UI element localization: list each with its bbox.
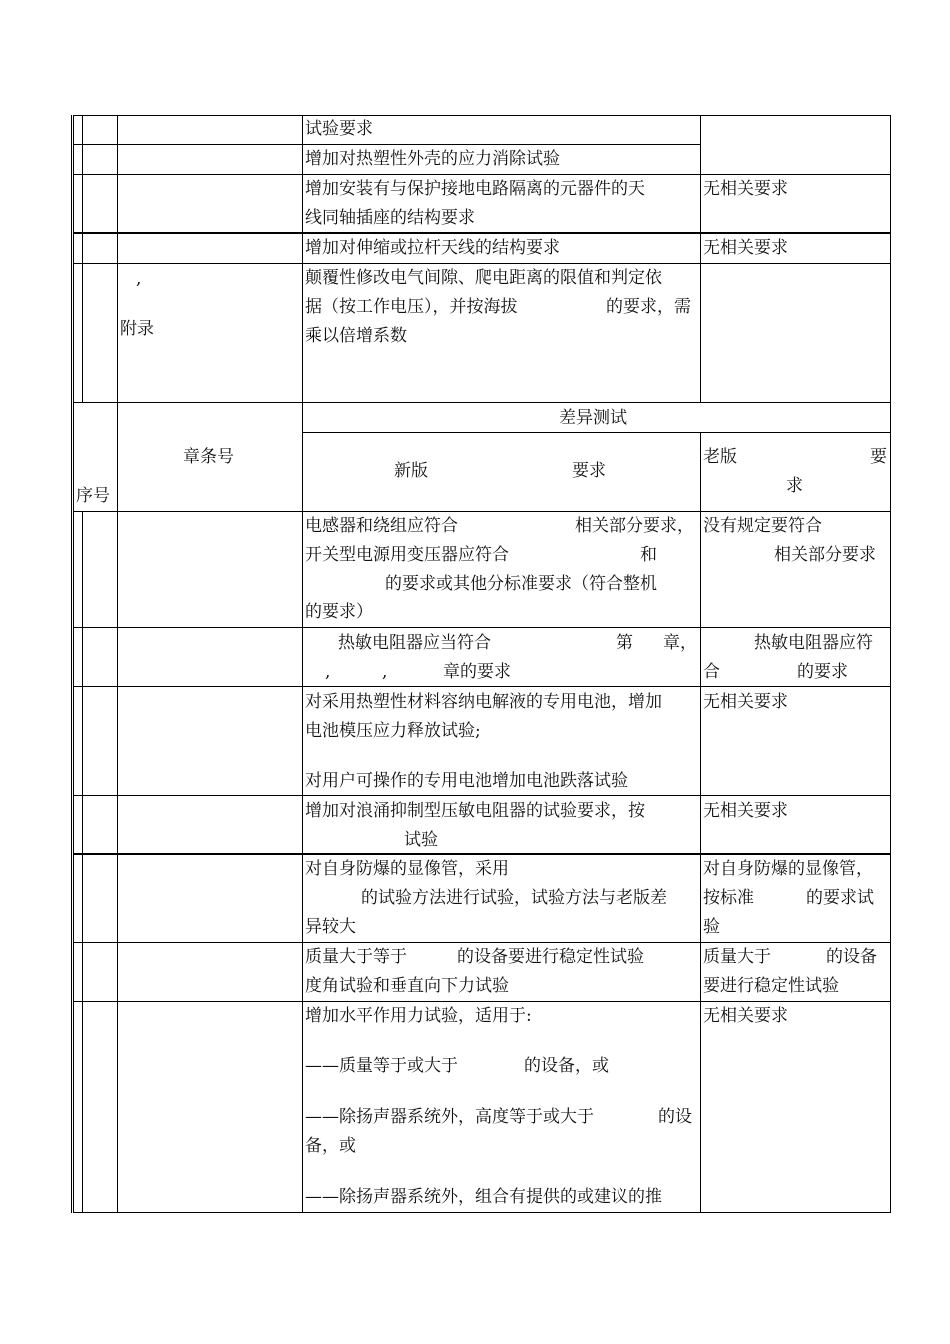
- cell-text: 第: [616, 633, 633, 653]
- cell-text: 没有规定要符合: [703, 516, 822, 536]
- clause-text: 附录: [120, 319, 154, 339]
- cell-text: ——除扬声器系统外，高度等于或大于: [305, 1107, 594, 1127]
- cell-text: 要进行稳定性试验: [703, 976, 839, 996]
- cell-text: ,: [325, 662, 331, 682]
- header-old-req-2: 求: [786, 476, 803, 496]
- table-border-bottom: [73, 1212, 891, 1213]
- cell-text: 乘以倍增系数: [305, 326, 407, 346]
- cell-text: 增加安装有与保护接地电路隔离的元器件的天: [305, 179, 645, 199]
- cell-text: 对采用热塑性材料容纳电解液的专用电池，增加: [305, 692, 662, 712]
- row-divider: [73, 115, 891, 116]
- cell-text: 电池模压应力释放试验;: [305, 721, 481, 741]
- row-divider: [73, 627, 891, 628]
- header-new: 新版: [394, 461, 428, 481]
- header-clause: 章条号: [183, 447, 234, 467]
- table-border-left-inner: [73, 115, 74, 1213]
- column-divider: [117, 115, 118, 1213]
- cell-text: 对用户可操作的专用电池增加电池跌落试验: [305, 771, 628, 791]
- cell-text: 相关部分要求，: [575, 516, 694, 536]
- header-seq: 序号: [76, 486, 110, 506]
- cell-text: 无相关要求: [703, 692, 788, 712]
- cell-text: 增加水平作用力试验，适用于:: [305, 1006, 532, 1026]
- cell-text: 线同轴插座的结构要求: [305, 208, 475, 228]
- cell-text: 电感器和绕组应符合: [305, 516, 458, 536]
- cell-text: 的设备要进行稳定性试验: [457, 947, 644, 967]
- cell-text: 的设备: [826, 947, 877, 967]
- cell-text: 热敏电阻器应当符合: [338, 633, 491, 653]
- cell-text: 质量大于等于: [305, 947, 407, 967]
- cell-text: 度角试验和垂直向下力试验: [305, 976, 509, 996]
- cell-text: 增加对伸缩或拉杆天线的结构要求: [305, 238, 560, 258]
- cell-text: 合: [703, 662, 720, 682]
- cell-text: 对自身防爆的显像管，: [703, 859, 873, 879]
- cell-text: ,: [382, 662, 388, 682]
- cell-text: 的试验方法进行试验，试验方法与老版差: [361, 888, 667, 908]
- cell-text: 异较大: [305, 917, 356, 937]
- cell-text: 无相关要求: [703, 801, 788, 821]
- cell-text: 的要求试: [806, 888, 874, 908]
- cell-text: 开关型电源用变压器应符合: [305, 545, 509, 565]
- cell-text: 无相关要求: [703, 1006, 788, 1026]
- cell-text: ——除扬声器系统外，组合有提供的或建议的推: [305, 1187, 662, 1207]
- column-divider: [82, 115, 83, 403]
- header-new-req: 要求: [572, 461, 606, 481]
- cell-text: 相关部分要求: [774, 545, 876, 565]
- cell-text: 试验要求: [305, 119, 373, 139]
- cell-text: 的设备，或: [524, 1056, 609, 1076]
- cell-text: 的设: [658, 1107, 692, 1127]
- cell-text: 增加对热塑性外壳的应力消除试验: [305, 149, 560, 169]
- column-divider: [82, 511, 83, 1213]
- header-old-req: 要: [870, 447, 887, 467]
- cell-text: 无相关要求: [703, 238, 788, 258]
- column-divider: [302, 115, 303, 1213]
- cell-text: 验: [703, 917, 720, 937]
- clause-text: ,: [136, 269, 142, 289]
- cell-text: 颠覆性修改电气间隙、爬电距离的限值和判定依: [305, 268, 662, 288]
- table-border-right: [890, 115, 891, 1213]
- column-divider: [700, 175, 701, 403]
- row-divider: [73, 402, 891, 403]
- cell-text: 的要求，需: [606, 297, 691, 317]
- cell-text: 试验: [404, 830, 438, 850]
- cell-text: 章，: [663, 633, 697, 653]
- cell-text: 无相关要求: [703, 179, 788, 199]
- cell-text: 对自身防爆的显像管，采用: [305, 859, 509, 879]
- cell-text: 据（按工作电压），并按海拔: [305, 297, 518, 317]
- header-diff: 差异测试: [559, 408, 627, 428]
- table-border-left: [71, 115, 72, 1213]
- cell-text: 按标准: [703, 888, 754, 908]
- cell-text: 热敏电阻器应符: [754, 633, 873, 653]
- cell-text: 和: [640, 545, 657, 565]
- cell-text: 备，或: [305, 1136, 356, 1156]
- cell-text: 章的要求: [443, 662, 511, 682]
- cell-text: 的要求）: [305, 602, 373, 622]
- column-divider: [700, 432, 701, 1213]
- header-old: 老版: [703, 447, 737, 467]
- cell-text: 的要求或其他分标准要求（符合整机: [385, 574, 657, 594]
- cell-text: ——质量等于或大于: [305, 1056, 458, 1076]
- cell-text: 的要求: [797, 662, 848, 682]
- cell-text: 质量大于: [703, 947, 771, 967]
- cell-text: 增加对浪涌抑制型压敏电阻器的试验要求，按: [305, 801, 645, 821]
